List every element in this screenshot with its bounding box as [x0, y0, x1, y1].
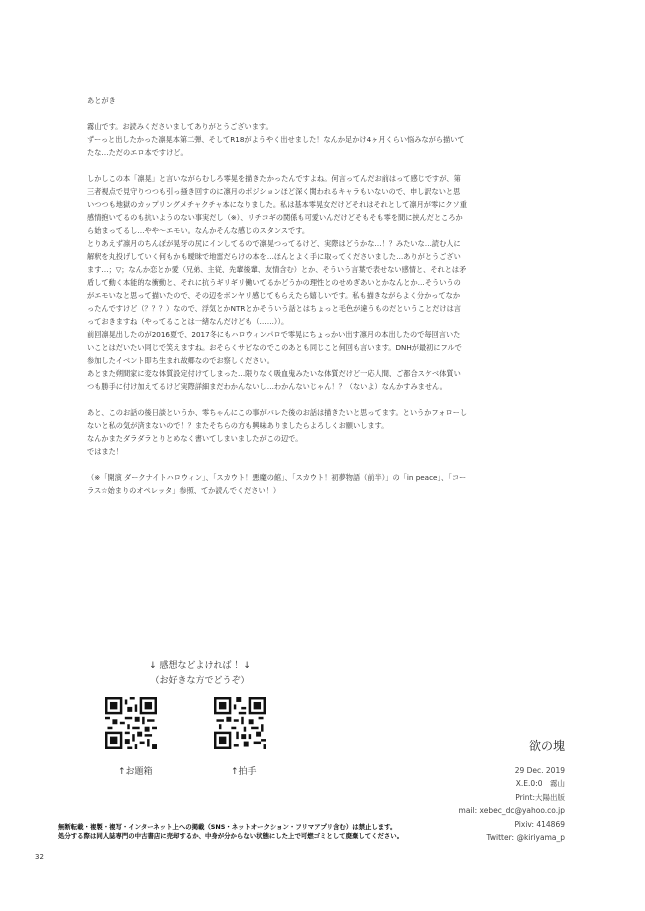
feedback-line-2: （お好きな方でどうぞ）	[150, 676, 250, 686]
qr-label-hakushu: ↑拍手	[231, 767, 257, 777]
feedback-caption	[120, 659, 280, 689]
afterword-heading: あとがき	[87, 96, 116, 105]
mail-address: mail: xebec_dc@yahoo.co.jp	[458, 806, 565, 815]
copyright-notice	[58, 823, 478, 841]
book-title: 欲の塊	[528, 739, 565, 753]
afterword-paragraph-1: 霧山です。お読みくださいましてありがとうございます。 ずーっと出したかった凛晃本第二弾、そしてR18がようやく出せました！なんか足かけ4ヶ月くらい悩みながら描いてたな…ただのエロ本ですけど。	[87, 122, 465, 157]
feedback-line-1: ↓ 感想などよければ ！↓	[149, 661, 251, 671]
circle-author: X.E.0:0 霧山	[515, 779, 565, 788]
notice-line-2: 処分する際は同人誌専門の中古書店に売却するか、中身が分からない状態にした上で可燃ゴミとして廃棄してください。	[58, 832, 404, 840]
qr-label-odaibako: ↑お題箱	[118, 767, 153, 777]
pixiv-id: Pixiv: 414869	[514, 819, 565, 829]
notice-line-1: 無断転載・複製・複写・インターネット上への掲載（SNS・ネットオークション・フリマアプリ含む）は禁止します。	[58, 823, 397, 831]
afterword-text	[87, 94, 467, 510]
afterword-footnote: （※「開演 ダークナイトハロウィン」、「スカウト！悪魔の館」、「スカウト！初夢物語（前半）」の「in peace」、「コーラス☆始まりのオペレッタ」参照、てか読んでください！）	[87, 473, 467, 495]
afterword-paragraph-2: しかしこの本「凛晃」と言いながらむしろ零晃を描きたかったんですよね。何言ってんだお前はって感じですが、第三者視点で見守りつつも引っ掻き回すのに凛月のポジションほど深く関われるキャラもいないので、申し訳ないと思いつつも地獄のカップリングメチャクチャ本になりました。私は基本零晃女だけどそれはそれとして凛月が零にクソ重感情抱いてるのも抗いようのない事実だし（※）、リチコギの関係も可愛いんだけどそもそも零を間に挟んだところから始まってるし…やや〜エモい。なんかそんな感じのスタンスです。 とりあえず凛月のちんぽが晃牙の尻にインしてるので凛晃つってるけど、実際はどうかな…！？みたいな…読む人に解釈を丸投げしていく何もかも曖昧で地雷だらけの本を…ほんとよく手に取ってくださいました…ありがとうございます…；▽；なんか恋とか愛（兄弟、主従、先輩後輩、友情含む）とか、そういう言葉で表せない感情と、それとは矛盾して動く本能的な衝動と、それに抗うギリギリ働いてるかどうかの理性とのせめぎあいとかなんとか…そういうのがエモいなと思って描いたので、その辺をボンヤリ感じてもらえたら嬉しいです。私も描きながらよく分かってなかったんですけど（？？？）なので、浮気とかNTRとかそういう話とはちょっと毛色が違うものだということだけは言っておきますね（やってることは一緒なんだけども（……））。 前回凛晃出したのが2016夏で、2017冬にもハロウィンパロで零晃にちょっかい出す凛月の本出したので毎回言いたいことはだいたい同じで笑えますね。おそらくサビなのでこのあとも同じこと何回も言います。DNHが最初にフルで参加したイベント即ち生まれ故郷なのでお察しください。 あとまた朔間家に変な体質設定付けてしまった…限りなく吸血鬼みたいな体質だけど一応人間、ご都合スケベ体質いつも勝手に付け加えてるけど実際詳細まだわかんないし…わかんないじゃん！？（ないよ）なんかすみません。	[87, 174, 467, 391]
page-number: 32	[35, 853, 44, 861]
afterword-paragraph-3: あと、このお話の後日談というか、零ちゃんにこの事がバレた後のお話は描きたいと思ってます。というかフォローしないと私の気が済まないので！？またそちらの方も興味ありましたらよろしくお願いします。 なんかまたダラダラとりとめなく書いてしまいましたがこの辺で。 ではまた！	[87, 408, 468, 456]
printer: Print:大陽出版	[515, 792, 565, 802]
qr-code-odaibako[interactable]	[105, 697, 157, 749]
publication-date: 29 Dec. 2019	[514, 765, 565, 775]
twitter-handle: Twitter: @kiriyama_p	[486, 833, 565, 842]
qr-code-hakushu[interactable]	[214, 697, 266, 749]
